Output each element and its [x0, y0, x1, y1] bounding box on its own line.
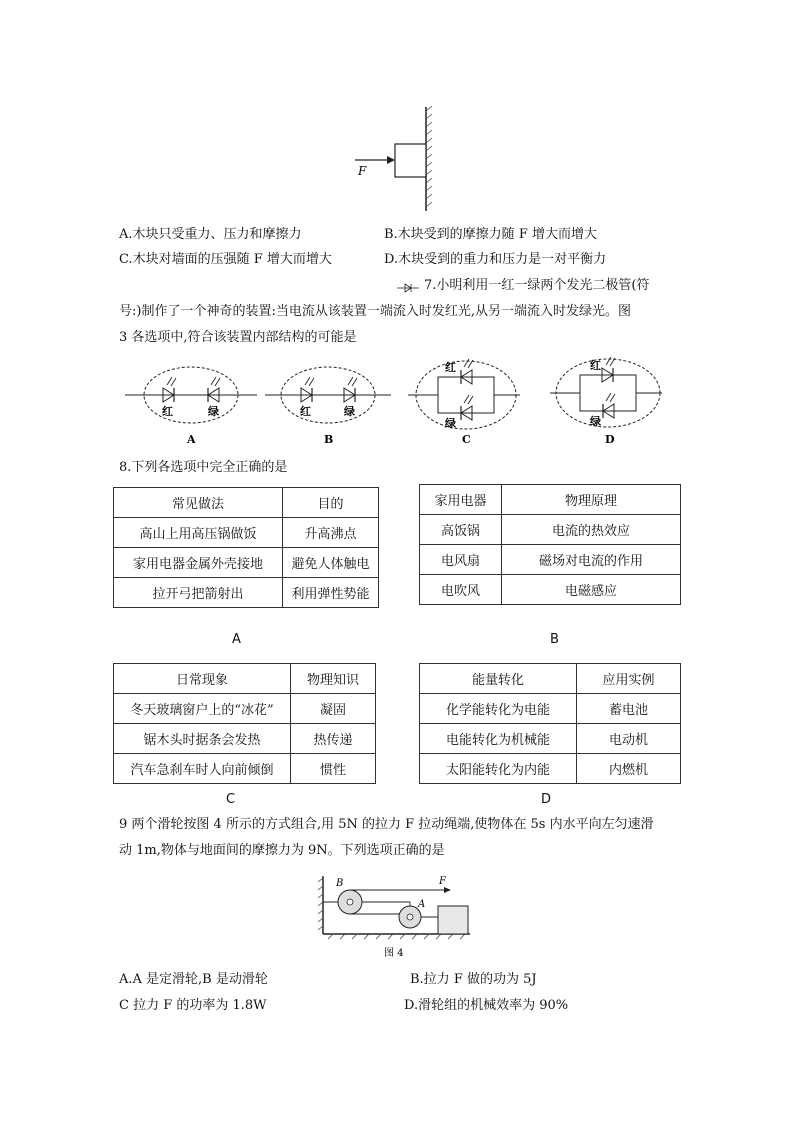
- q8-table-c-label: C: [226, 792, 236, 807]
- q9-option-c: C 拉力 F 的功率为 1.8W: [119, 998, 267, 1013]
- q7-stem-line1: 7.小明利用一红一绿两个发光二极管(符: [424, 278, 650, 293]
- svg-text:A: A: [418, 899, 426, 910]
- led-circuit-options-figure: [125, 355, 685, 450]
- svg-text:D: D: [605, 433, 615, 446]
- q8-table-a: 常见做法 目的 高山上用高压锅做饭 升高沸点 家用电器金属外壳接地 避免人体触电 拉开弓把箭射出 利用弹性势能: [113, 487, 379, 608]
- q8-table-d-label: D: [541, 792, 552, 807]
- q9-option-b: B.拉力 F 做的功为 5J: [410, 972, 537, 987]
- force-label: F: [358, 164, 367, 178]
- q7-stem-line3: 3 各选项中,符合该装置内部结构的可能是: [119, 330, 357, 345]
- q7-stem-line2: 号:)制作了一个神奇的装置:当电流从该装置一端流入时发红光,从另一端流入时发绿光。图: [119, 304, 631, 319]
- pulley-figure: [318, 872, 478, 962]
- svg-text:F: F: [439, 876, 446, 887]
- svg-text:C: C: [462, 433, 471, 446]
- q8-table-b: 家用电器 物理原理 高饭锅 电流的热效应 电风扇 磁场对电流的作用 电吹风 电磁感应: [419, 484, 681, 605]
- q8-table-c: 日常现象 物理知识 冬天玻璃窗户上的“冰花” 凝固 锯木头时据条会发热 热传递 汽车急刹车时人向前倾倒 惯性: [113, 663, 376, 784]
- q6-option-c: C.木块对墙面的压强随 F 增大而增大: [119, 252, 332, 267]
- svg-text:绿: 绿: [208, 405, 219, 418]
- circuit-option-b: [265, 367, 391, 446]
- svg-text:红: 红: [162, 405, 173, 418]
- q8-table-d: 能量转化 应用实例 化学能转化为电能 蓄电池 电能转化为机械能 电动机 太阳能转化为内能 内燃机: [419, 663, 681, 784]
- circuit-option-c: [408, 359, 520, 446]
- circuit-option-d: [550, 357, 662, 446]
- q6-option-a: A.木块只受重力、压力和摩擦力: [119, 227, 302, 242]
- led-symbol-icon: [397, 281, 419, 295]
- svg-text:红: 红: [590, 359, 601, 372]
- q9-stem-line1: 9 两个滑轮按图 4 所示的方式组合,用 5N 的拉力 F 拉动绳端,使物体在 5s 内水平向左匀速滑: [119, 817, 654, 832]
- svg-text:A: A: [187, 433, 196, 446]
- fig4-caption: 图 4: [384, 948, 404, 959]
- svg-text:绿: 绿: [344, 405, 355, 418]
- circuit-option-a: [125, 367, 257, 446]
- svg-text:绿: 绿: [445, 417, 456, 430]
- q8-stem: 8.下列各选项中完全正确的是: [119, 460, 288, 475]
- svg-text:红: 红: [445, 361, 456, 374]
- block-wall-figure: [350, 105, 440, 215]
- wooden-block: [395, 144, 426, 177]
- svg-text:B: B: [324, 433, 334, 446]
- q6-option-d: D.木块受到的重力和压力是一对平衡力: [384, 252, 607, 267]
- q9-option-a: A.A 是定滑轮,B 是动滑轮: [119, 972, 268, 987]
- svg-text:B: B: [336, 878, 344, 889]
- q9-stem-line2: 动 1m,物体与地面间的摩擦力为 9N。下列选项正确的是: [119, 843, 445, 858]
- q9-option-d: D.滑轮组的机械效率为 90%: [404, 998, 569, 1013]
- q6-option-b: B.木块受到的摩擦力随 F 增大而增大: [384, 227, 597, 242]
- q8-table-b-label: B: [550, 632, 559, 647]
- q8-table-a-label: A: [232, 632, 241, 647]
- svg-text:红: 红: [300, 405, 311, 418]
- svg-text:绿: 绿: [590, 415, 601, 428]
